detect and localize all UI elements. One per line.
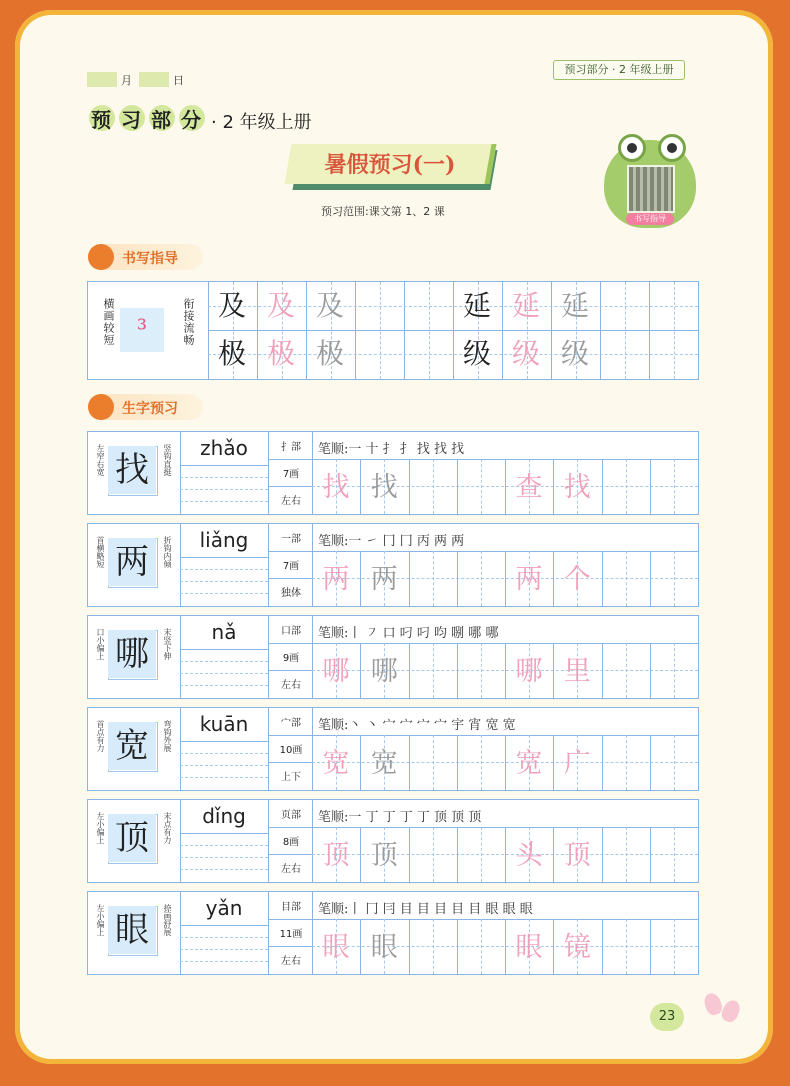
practice-char: 顶 bbox=[370, 840, 398, 871]
month-label: 月 bbox=[121, 74, 132, 87]
practice-char: 哪 bbox=[370, 656, 398, 687]
char-strokes-count: 7画 bbox=[282, 561, 300, 572]
char-structure: 左右 bbox=[281, 496, 301, 507]
pinyin: zhǎo bbox=[200, 436, 248, 460]
char-structure: 独体 bbox=[281, 588, 301, 599]
person-icon bbox=[88, 244, 114, 270]
frog-eye bbox=[658, 134, 686, 162]
workbook-page bbox=[15, 10, 773, 1064]
guide-char: 延 bbox=[560, 289, 589, 322]
qr-code-icon[interactable] bbox=[627, 165, 675, 213]
char-row bbox=[87, 799, 699, 883]
guide-tip-left: 横画较短 bbox=[102, 298, 115, 346]
guide-char: 延 bbox=[511, 289, 540, 322]
char-tip-left: 左窄右宽 bbox=[96, 444, 105, 476]
big-char: 眼 bbox=[108, 906, 156, 954]
stroke-order: 笔顺:一 ㇀ 冂 冂 丙 两 两 bbox=[318, 534, 465, 549]
day-box[interactable] bbox=[139, 72, 169, 87]
pinyin: nǎ bbox=[211, 620, 237, 644]
guide-char: 极 bbox=[217, 337, 246, 370]
pinyin: yǎn bbox=[205, 896, 243, 920]
guide-sample-char: ³ bbox=[136, 315, 148, 345]
page-title: 暑假预习(一) bbox=[324, 152, 456, 178]
practice-char: 两 bbox=[322, 564, 350, 595]
char-row bbox=[87, 615, 699, 699]
char-radical: 宀部 bbox=[281, 718, 301, 729]
char-tip-left: 左小偏上 bbox=[96, 904, 105, 936]
guide-tip-right: 衔接流畅 bbox=[182, 298, 195, 346]
char-tip-left: 左小偏上 bbox=[96, 812, 105, 844]
char-tip-right: 捺画舒展 bbox=[163, 904, 172, 936]
char-row bbox=[87, 431, 699, 515]
guide-char: 级 bbox=[511, 337, 540, 370]
char-strokes-count: 8画 bbox=[282, 837, 300, 848]
mascot-tag: 书写指导 bbox=[626, 213, 674, 225]
guide-section-header bbox=[88, 244, 203, 270]
guide-char: 延 bbox=[462, 289, 491, 322]
practice-char: 哪 bbox=[322, 656, 350, 687]
char-radical: 扌部 bbox=[281, 442, 301, 453]
preview-scope: 预习范围:课文第 1、2 课 bbox=[321, 205, 445, 218]
practice-char: 哪 bbox=[515, 656, 543, 687]
practice-char: 广 bbox=[563, 748, 591, 779]
page-subtitle: · 2 年级上册 bbox=[211, 112, 312, 133]
char-strokes-count: 9画 bbox=[282, 653, 300, 664]
char-tip-left: 首点有力 bbox=[96, 720, 105, 752]
stroke-order: 笔顺:一 十 扌 扌 找 找 找 bbox=[318, 442, 465, 457]
practice-char: 找 bbox=[370, 472, 398, 503]
big-char: 哪 bbox=[108, 630, 156, 678]
practice-char: 眼 bbox=[322, 932, 350, 963]
stroke-order: 笔顺:丨 冂 冃 目 目 目 目 目 眼 眼 眼 bbox=[318, 902, 533, 917]
stroke-order: 笔顺:丶 丶 宀 宀 宀 宀 宇 宵 宽 宽 bbox=[318, 718, 516, 733]
pinyin: liǎng bbox=[199, 528, 249, 552]
practice-char: 宽 bbox=[322, 748, 350, 779]
char-strokes-count: 10画 bbox=[279, 745, 303, 756]
char-row bbox=[87, 707, 699, 791]
lotus-icon bbox=[719, 998, 743, 1025]
char-structure: 左右 bbox=[281, 864, 301, 875]
guide-char: 级 bbox=[560, 337, 589, 370]
new-chars-section-title: 生字预习 bbox=[122, 401, 178, 417]
char-radical: 页部 bbox=[281, 810, 301, 821]
char-structure: 左右 bbox=[281, 680, 301, 691]
new-chars-section-header bbox=[88, 394, 203, 420]
header-tag: 预习部分 · 2 年级上册 bbox=[553, 60, 685, 80]
char-row bbox=[87, 523, 699, 607]
practice-char: 眼 bbox=[515, 932, 543, 963]
guide-char: 极 bbox=[315, 337, 344, 370]
guide-grid bbox=[87, 281, 699, 380]
practice-char: 眼 bbox=[370, 932, 398, 963]
month-box[interactable] bbox=[87, 72, 117, 87]
char-strokes-count: 7画 bbox=[282, 469, 300, 480]
practice-char: 镜 bbox=[563, 932, 591, 963]
char-tip-left: 首横略短 bbox=[96, 536, 105, 568]
practice-char: 里 bbox=[563, 656, 591, 687]
char-row bbox=[87, 891, 699, 975]
guide-char: 及 bbox=[266, 289, 295, 322]
stroke-order: 笔顺:一 丁 丁 丁 丁 顶 顶 顶 bbox=[318, 810, 482, 825]
practice-char: 两 bbox=[370, 564, 398, 595]
char-strokes-count: 11画 bbox=[279, 929, 303, 940]
practice-char: 找 bbox=[322, 472, 350, 503]
practice-char: 两 bbox=[515, 564, 543, 595]
title-char: 部 bbox=[151, 108, 171, 132]
char-structure: 上下 bbox=[281, 772, 301, 783]
page-number: 23 bbox=[650, 1003, 684, 1031]
frog-eye bbox=[618, 134, 646, 162]
title-char: 预 bbox=[91, 108, 111, 132]
char-tip-right: 折钩内倾 bbox=[163, 536, 172, 568]
guide-char: 及 bbox=[315, 289, 344, 322]
char-radical: 一部 bbox=[281, 534, 301, 545]
big-char: 两 bbox=[108, 538, 156, 586]
day-label: 日 bbox=[173, 74, 184, 87]
guide-char: 级 bbox=[462, 337, 491, 370]
practice-char: 顶 bbox=[322, 840, 350, 871]
char-tip-right: 末竖下伸 bbox=[163, 628, 172, 660]
title-char: 习 bbox=[121, 108, 141, 132]
guide-char: 极 bbox=[266, 337, 295, 370]
char-radical: 口部 bbox=[281, 626, 301, 637]
book-icon bbox=[88, 394, 114, 420]
char-structure: 左右 bbox=[281, 956, 301, 967]
char-tip-right: 末点有力 bbox=[163, 812, 172, 844]
char-tip-right: 弯钩外展 bbox=[163, 720, 172, 752]
pinyin: kuān bbox=[199, 712, 249, 736]
title-char: 分 bbox=[181, 108, 201, 132]
guide-section-title: 书写指导 bbox=[122, 251, 178, 267]
big-char: 顶 bbox=[108, 814, 156, 862]
practice-char: 宽 bbox=[515, 748, 543, 779]
char-tip-left: 口小偏上 bbox=[96, 628, 105, 660]
big-char: 找 bbox=[108, 446, 156, 494]
guide-char: 及 bbox=[217, 289, 246, 322]
practice-char: 头 bbox=[515, 840, 543, 871]
pinyin: dǐng bbox=[202, 804, 246, 828]
practice-char: 宽 bbox=[370, 748, 398, 779]
practice-char: 找 bbox=[563, 472, 591, 503]
char-tip-right: 竖钩直挺 bbox=[163, 444, 172, 476]
practice-char: 个 bbox=[563, 564, 591, 595]
char-radical: 目部 bbox=[281, 902, 301, 913]
practice-char: 顶 bbox=[563, 840, 591, 871]
practice-char: 查 bbox=[515, 472, 543, 503]
big-char: 宽 bbox=[108, 722, 156, 770]
stroke-order: 笔顺:丨 ㇇ 口 叼 叼 呁 哵 哪 哪 bbox=[318, 626, 499, 641]
